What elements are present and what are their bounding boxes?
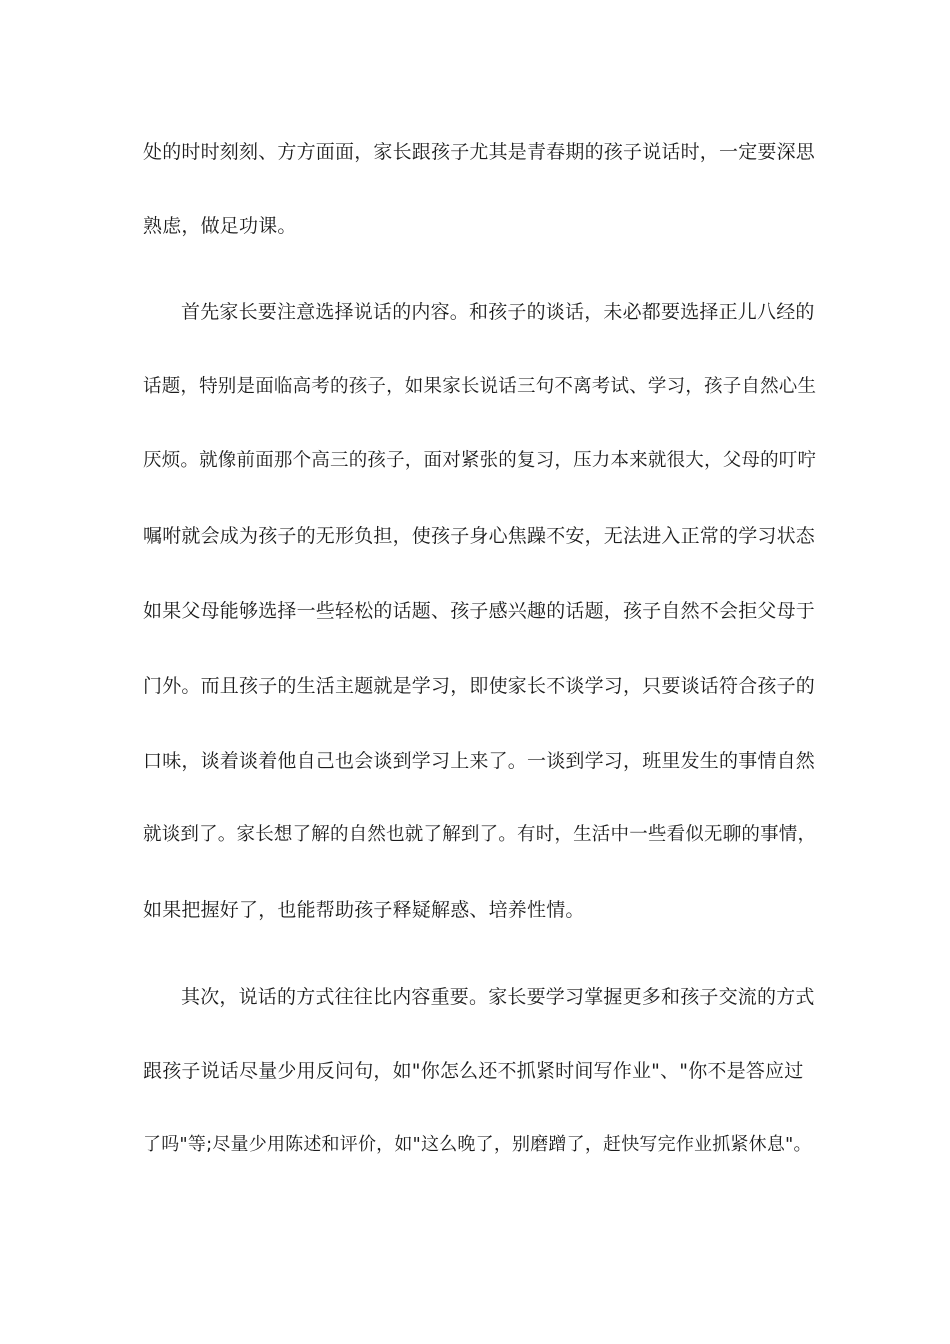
text-line: 熟虑，做足功课。 (143, 215, 297, 237)
text-line: 其次，说话的方式往往比内容重要。家长要学习掌握更多和孩子交流的方式 (181, 986, 815, 1008)
text-line: 话题，特别是面临高考的孩子，如果家长说话三句不离考试、学习，孩子自然心生 (143, 376, 817, 397)
text-line: 嘱咐就会成为孩子的无形负担，使孩子身心焦躁不安，无法进入正常的学习状态 (143, 525, 816, 547)
text-line: 如果父母能够选择一些轻松的话题、孩子感兴趣的话题，孩子自然不会拒父母于 (143, 600, 816, 622)
text-line: 就谈到了。家长想了解的自然也就了解到了。有时，生活中一些看似无聊的事情， (143, 824, 817, 845)
text-line: 口味，谈着谈着他自己也会谈到学习上来了。一谈到学习，班里发生的事情自然 (143, 750, 816, 772)
text-line: 跟孩子说话尽量少用反问句，如"你怎么还不抓紧时间写作业"、"你不是答应过 (143, 1060, 804, 1082)
text-line: 如果把握好了，也能帮助孩子释疑解惑、培养性情。 (143, 899, 585, 921)
text-line: 门外。而且孩子的生活主题就是学习，即使家长不谈学习，只要谈话符合孩子的 (143, 675, 816, 697)
text-line: 首先家长要注意选择说话的内容。和孩子的谈话，未必都要选择正儿八经的 (181, 301, 815, 323)
text-line: 厌烦。就像前面那个高三的孩子，面对紧张的复习，压力本来就很大，父母的叮咛 (143, 450, 817, 471)
text-line: 了吗"等;尽量少用陈述和评价，如"这么晚了，别磨蹭了，赶快写完作业抓紧休息"。 (143, 1134, 812, 1155)
text-line: 处的时时刻刻、方方面面，家长跟孩子尤其是青春期的孩子说话时，一定要深思 (143, 141, 816, 163)
